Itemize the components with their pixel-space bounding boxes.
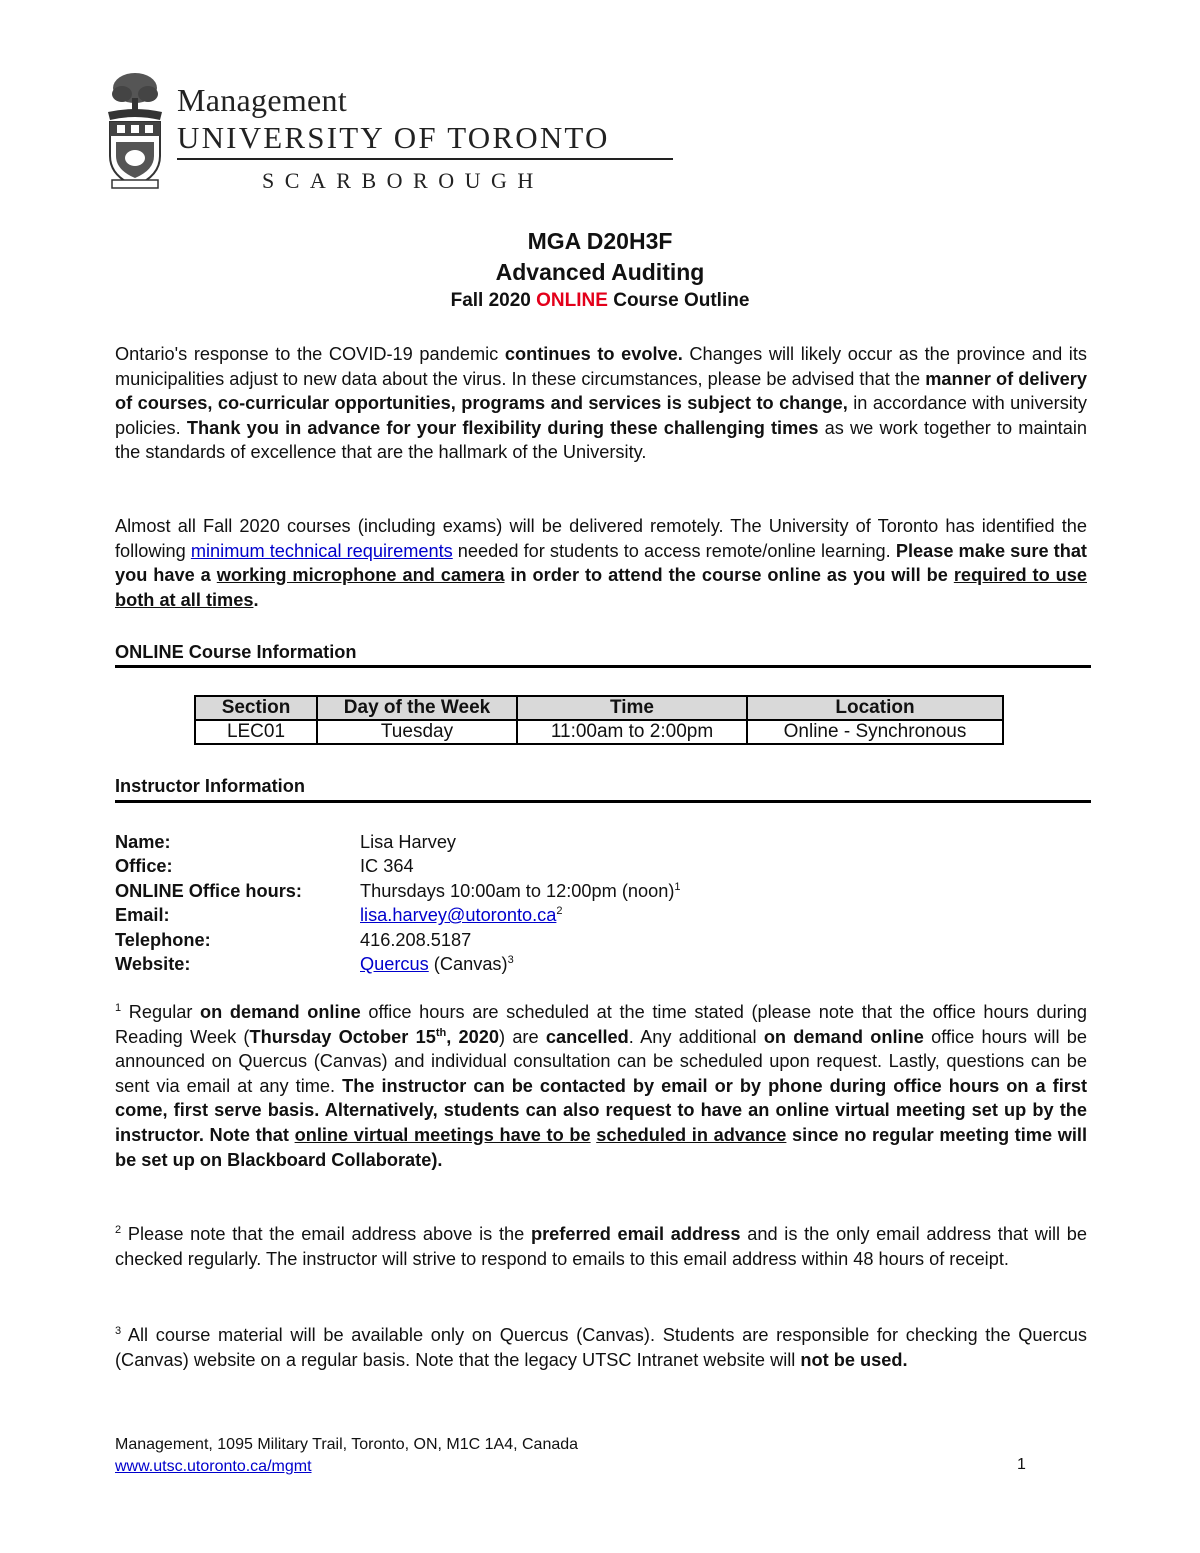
footer-website-link[interactable]: www.utsc.utoronto.ca/mgmt — [115, 1458, 312, 1475]
text: ) are — [499, 1026, 546, 1047]
logo-management-text: Management — [177, 82, 348, 118]
bold-text: cancelled — [545, 1026, 629, 1047]
table-row — [195, 720, 1003, 744]
text: (Canvas) — [428, 953, 508, 974]
logo-divider — [177, 158, 673, 160]
instructor-email-link[interactable]: lisa.harvey@utoronto.ca — [360, 905, 557, 926]
bold-text: continues to evolve. — [504, 344, 683, 364]
bold-text: in order to attend the course online as you will be — [504, 565, 954, 586]
table-cell: 11:00am to 2:00pm — [517, 720, 747, 744]
text: Almost all Fall 2020 courses (including exams) will be delivered remotely. The University of Toronto has identified the following — [115, 516, 1087, 561]
instructor-name: Lisa Harvey — [360, 832, 457, 852]
footnote-marker: 1 — [674, 880, 681, 893]
column-header: Time — [517, 696, 747, 720]
telephone-value: 416.208.5187 — [360, 929, 472, 950]
footer-address: Management, 1095 Military Trail, Toronto, ON, M1C 1A4, Canada — [115, 1436, 579, 1453]
text: Please note that the email address above is the — [121, 1224, 531, 1244]
course-info-heading: ONLINE Course Information — [115, 642, 357, 662]
outline-subtitle — [0, 290, 1200, 312]
text: . Any additional — [628, 1026, 764, 1047]
office-hours-value — [360, 879, 681, 903]
table-cell: Online - Synchronous — [747, 720, 1003, 744]
bold-text: Please make sure that you have a — [115, 540, 1087, 586]
footnote-marker: 1 — [115, 1001, 122, 1014]
info-row-office — [115, 854, 815, 878]
info-row-email — [115, 903, 815, 927]
bold-text: on demand online — [200, 1002, 361, 1022]
column-header: Day of the Week — [317, 696, 517, 720]
footnote-marker: 2 — [556, 905, 563, 918]
instructor-info-heading: Instructor Information — [115, 776, 305, 796]
footnote-marker: 3 — [507, 953, 514, 966]
bold-text: since no regular meeting time will be set up on Blackboard Collaborate). — [115, 1124, 1088, 1170]
footnote-marker: 2 — [115, 1223, 122, 1236]
office-hours-label: ONLINE Office hours: — [115, 880, 302, 901]
quercus-link[interactable]: Quercus — [360, 953, 429, 974]
course-title: Advanced Auditing — [495, 259, 705, 285]
text: All course material will be available only on Quercus (Canvas). Students are responsible for checking the Quercus (Canvas) website on a regular basis. Note that the legacy UTSC Intranet website will — [115, 1325, 1087, 1370]
text: Regular — [121, 1002, 201, 1022]
text: office hours will be announced on Quercus (Canvas) and individual consultation can be scheduled upon request. Lastly, questions can be sent via email at any time. — [115, 1026, 1088, 1096]
covid-notice-paragraph — [115, 342, 1087, 465]
bold-text: . — [253, 589, 259, 610]
email-label: Email: — [115, 905, 170, 926]
university-crest-icon — [104, 70, 166, 192]
office-label: Office: — [115, 856, 173, 877]
bold-text: Thank you in advance for your flexibility during these challenging times — [186, 417, 819, 438]
logo-scarborough-text: SCARBOROUGH — [262, 168, 544, 193]
bold-text — [249, 1027, 499, 1047]
column-header: Section — [195, 696, 317, 720]
course-schedule-table — [194, 695, 1004, 745]
email-value — [360, 903, 563, 927]
table-cell: Tuesday — [317, 720, 517, 744]
section-divider — [115, 800, 1091, 803]
footnote-1 — [115, 1000, 1087, 1172]
info-row-phone — [115, 928, 815, 952]
instructor-details — [115, 830, 815, 976]
bold-text: preferred email address — [530, 1224, 741, 1244]
text: as we work together to maintain the standards of excellence that are the hallmark of the University. — [115, 417, 1088, 463]
website-label: Website: — [115, 953, 191, 974]
name-label: Name: — [115, 832, 171, 852]
page-footer — [115, 1434, 578, 1478]
text: Changes will likely occur as the province and its municipalities adjust to new data about the virus. In these circumstances, please be advised that the — [115, 344, 1087, 389]
text: office hours are scheduled at the time stated (please note that the office hours during Reading Week ( — [115, 1002, 1088, 1047]
table-header-row — [195, 696, 1003, 720]
ordinal-suffix: th — [435, 1026, 447, 1039]
bold-underlined-text: scheduled in advance — [596, 1124, 787, 1145]
text: Ontario's response to the COVID-19 pandemic — [115, 344, 505, 364]
footnote-3 — [115, 1323, 1087, 1372]
text: in accordance with university policies. — [115, 393, 1087, 438]
text: needed for students to access remote/online learning. — [452, 540, 896, 561]
footnote-marker: 3 — [115, 1324, 122, 1337]
bold-underlined-text: required to use both at all times — [115, 565, 1087, 610]
outline-online-highlight: ONLINE — [536, 290, 608, 311]
info-row-name — [115, 830, 815, 854]
text: Thursdays 10:00am to 12:00pm (noon) — [360, 880, 675, 901]
text: , 2020 — [446, 1026, 499, 1047]
remote-delivery-paragraph — [115, 514, 1087, 612]
bold-text: manner of delivery of courses, co-curricular opportunities, programs and services is subject to change, — [115, 368, 1087, 414]
logo-university-text: UNIVERSITY OF TORONTO — [177, 120, 610, 155]
website-value — [360, 952, 514, 976]
info-row-website — [115, 952, 815, 976]
bold-underlined-text: working microphone and camera — [216, 565, 505, 586]
outline-prefix: Fall 2020 — [450, 290, 537, 311]
section-divider — [115, 665, 1091, 668]
course-code: MGA D20H3F — [527, 228, 673, 254]
text: and is the only email address that will be checked regularly. The instructor will strive to respond to emails to this email address within 48 hours of receipt. — [115, 1224, 1088, 1269]
bold-text: on demand online — [763, 1026, 924, 1047]
column-header: Location — [747, 696, 1003, 720]
page-number: 1 — [1017, 1456, 1026, 1473]
technical-requirements-link[interactable]: minimum technical requirements — [190, 540, 453, 561]
telephone-label: Telephone: — [115, 929, 211, 950]
text: Thursday October 15 — [249, 1026, 436, 1047]
bold-text: The instructor can be contacted by email or by phone during office hours on a first come, first serve basis. Alternatively, students can also request to have an online virtual meeting set up by the instructor. Note that — [115, 1075, 1088, 1145]
office-value: IC 364 — [360, 856, 414, 877]
info-row-hours — [115, 879, 815, 903]
bold-text: not be used. — [800, 1349, 908, 1370]
footnote-2 — [115, 1222, 1087, 1271]
table-cell: LEC01 — [195, 720, 317, 744]
bold-underlined-text: online virtual meetings have to be — [294, 1124, 591, 1145]
outline-suffix: Course Outline — [607, 290, 750, 311]
